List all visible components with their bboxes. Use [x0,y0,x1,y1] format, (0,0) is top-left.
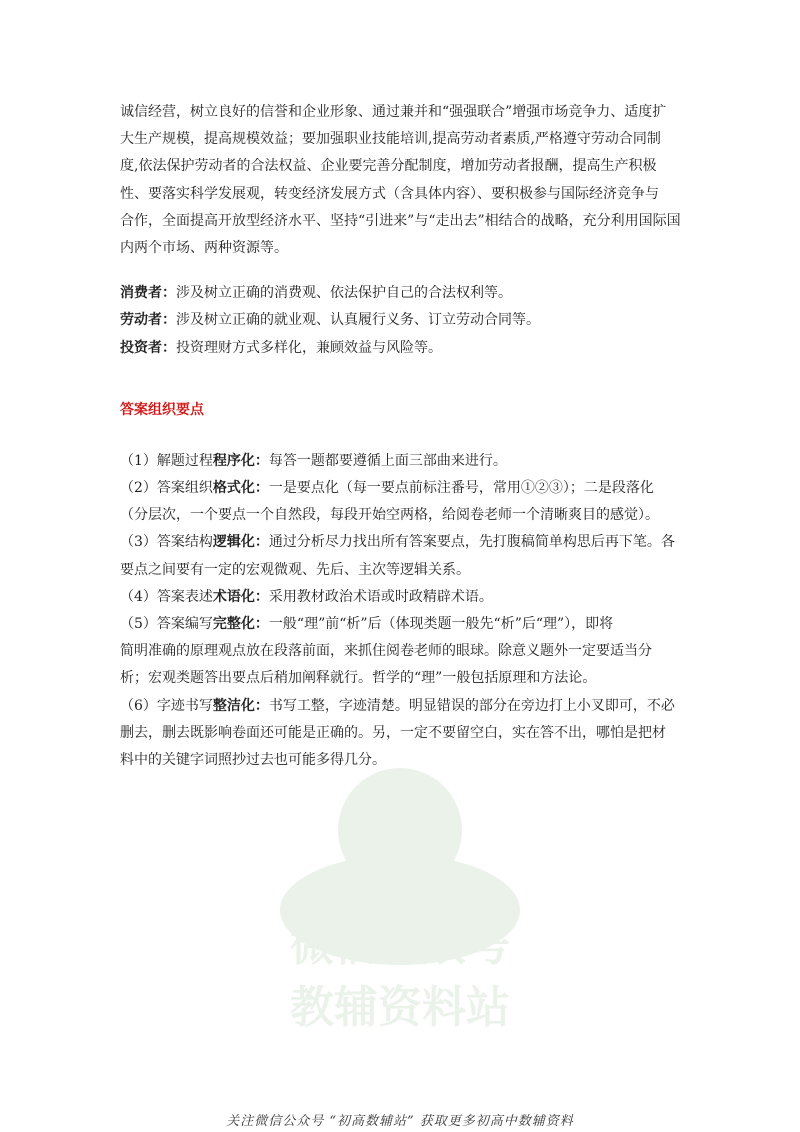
intro-line: 大生产规模，提高规模效益；要加强职业技能培训,提高劳动者素质,严格遵守劳动合同制 [120,131,661,148]
point-text: 一般“理”前“析”后（体现类题一般先“析”后“理”），即将 [268,616,614,633]
point-keyword: 完整化： [212,616,269,633]
point-text: 简明准确的原理观点放在段落前面，来抓住阅卷老师的眼球。除意义题外一定要适当分 [120,643,652,660]
watermark-line1: 微信公众号 [290,920,510,971]
answer-point [120,584,690,611]
answer-point-line [120,475,690,502]
point-text: 要点之间要有一定的宏观微观、先后、主次等逻辑关系。 [120,561,470,578]
point-text: （1）解题过程 [120,452,213,469]
point-text: （分层次，一个要点一个自然段，每段开始空两格，给阅卷老师一个清晰爽目的感觉）。 [120,507,659,524]
point-keyword: 整洁化： [212,697,269,714]
role-term: 劳动者： [120,312,176,329]
answer-point [120,611,690,693]
answer-point-line [120,693,690,720]
answer-point-line [120,747,690,774]
answer-point [120,475,690,529]
point-keyword: 程序化： [212,452,269,469]
role-text: 投资理财方式多样化，兼顾效益与风险等。 [176,339,442,356]
answer-point [120,693,690,775]
watermark-logo [250,760,550,1060]
answer-point-line [120,557,690,584]
answer-point-line [120,529,690,556]
point-text: 一是要点化（每一要点前标注番号，常用①②③）；二是段落化 [268,480,654,497]
answer-point [120,529,690,583]
answer-point-line [120,502,690,529]
intro-line: 内两个市场、两种资源等。 [120,240,288,257]
intro-line: 诚信经营，树立良好的信誉和企业形象、通过兼并和“强强联合”增强市场竞争力、适度扩 [120,104,667,120]
point-text: 采用教材政治术语或时政精辟术语。 [268,588,493,605]
intro-line: 性、要落实科学发展观，转变经济发展方式（含具体内容）、要积极参与国际经济竞争与 [120,185,659,202]
point-text: 删去，删去既影响卷面还可能是正确的。另，一定不要留空白，实在答不出，哪怕是把材 [120,724,666,741]
answer-point-line [120,611,690,638]
point-text: 书写工整，字迹清楚。明显错误的部分在旁边打上小叉即可，不必 [268,697,675,714]
point-text: 每答一题都要遵循上面三部曲来进行。 [268,452,507,469]
point-text: 通过分析尽力找出所有答案要点，先打腹稿简单构思后再下笔。各 [268,534,675,551]
point-text: （3）答案结构 [120,534,213,551]
point-text: 料中的关键字词照抄过去也可能多得几分。 [120,752,386,769]
section-title: 答案组织要点 [120,401,204,418]
point-text: 析；宏观类题答出要点后稍加阐释就行。哲学的“理”一般包括原理和方法论。 [120,670,597,687]
intro-line: 度,依法保护劳动者的合法权益、企业要完善分配制度，增加劳动者报酬，提高生产积极 [120,158,657,175]
answer-point-line [120,448,690,475]
role-term: 投资者： [120,339,176,356]
point-keyword: 逻辑化： [212,534,269,551]
points-list [120,448,690,774]
main-content [120,99,690,774]
point-text: （2）答案组织 [120,480,213,497]
answer-point-line [120,638,690,665]
role-text: 涉及树立正确的消费观、依法保护自己的合法权利等。 [176,285,512,302]
answer-point-line [120,665,690,692]
point-keyword: 格式化： [212,480,269,497]
role-item [120,335,690,362]
role-item [120,280,690,307]
answer-point-line [120,720,690,747]
point-text: （6）字迹书写 [120,697,213,714]
intro-paragraph [120,99,690,262]
roles-list [120,280,690,362]
answer-point [120,448,690,475]
role-text: 涉及树立正确的就业观、认真履行义务、订立劳动合同等。 [176,312,540,329]
role-term: 消费者： [120,285,176,302]
point-text: （5）答案编写 [120,616,213,633]
point-text: （4）答案表述 [120,588,213,605]
intro-line: 合作，全面提高开放型经济水平、坚持“引进来”与“走出去”相结合的战略，充分利用国际国 [120,212,681,229]
footer-note: 关注微信公众号 “初高数辅站” 获取更多初高中数辅资料 [226,1114,574,1129]
watermark-line2: 教辅资料站 [290,982,510,1033]
answer-point-line [120,584,690,611]
role-item [120,307,690,334]
point-keyword: 术语化： [212,588,269,605]
